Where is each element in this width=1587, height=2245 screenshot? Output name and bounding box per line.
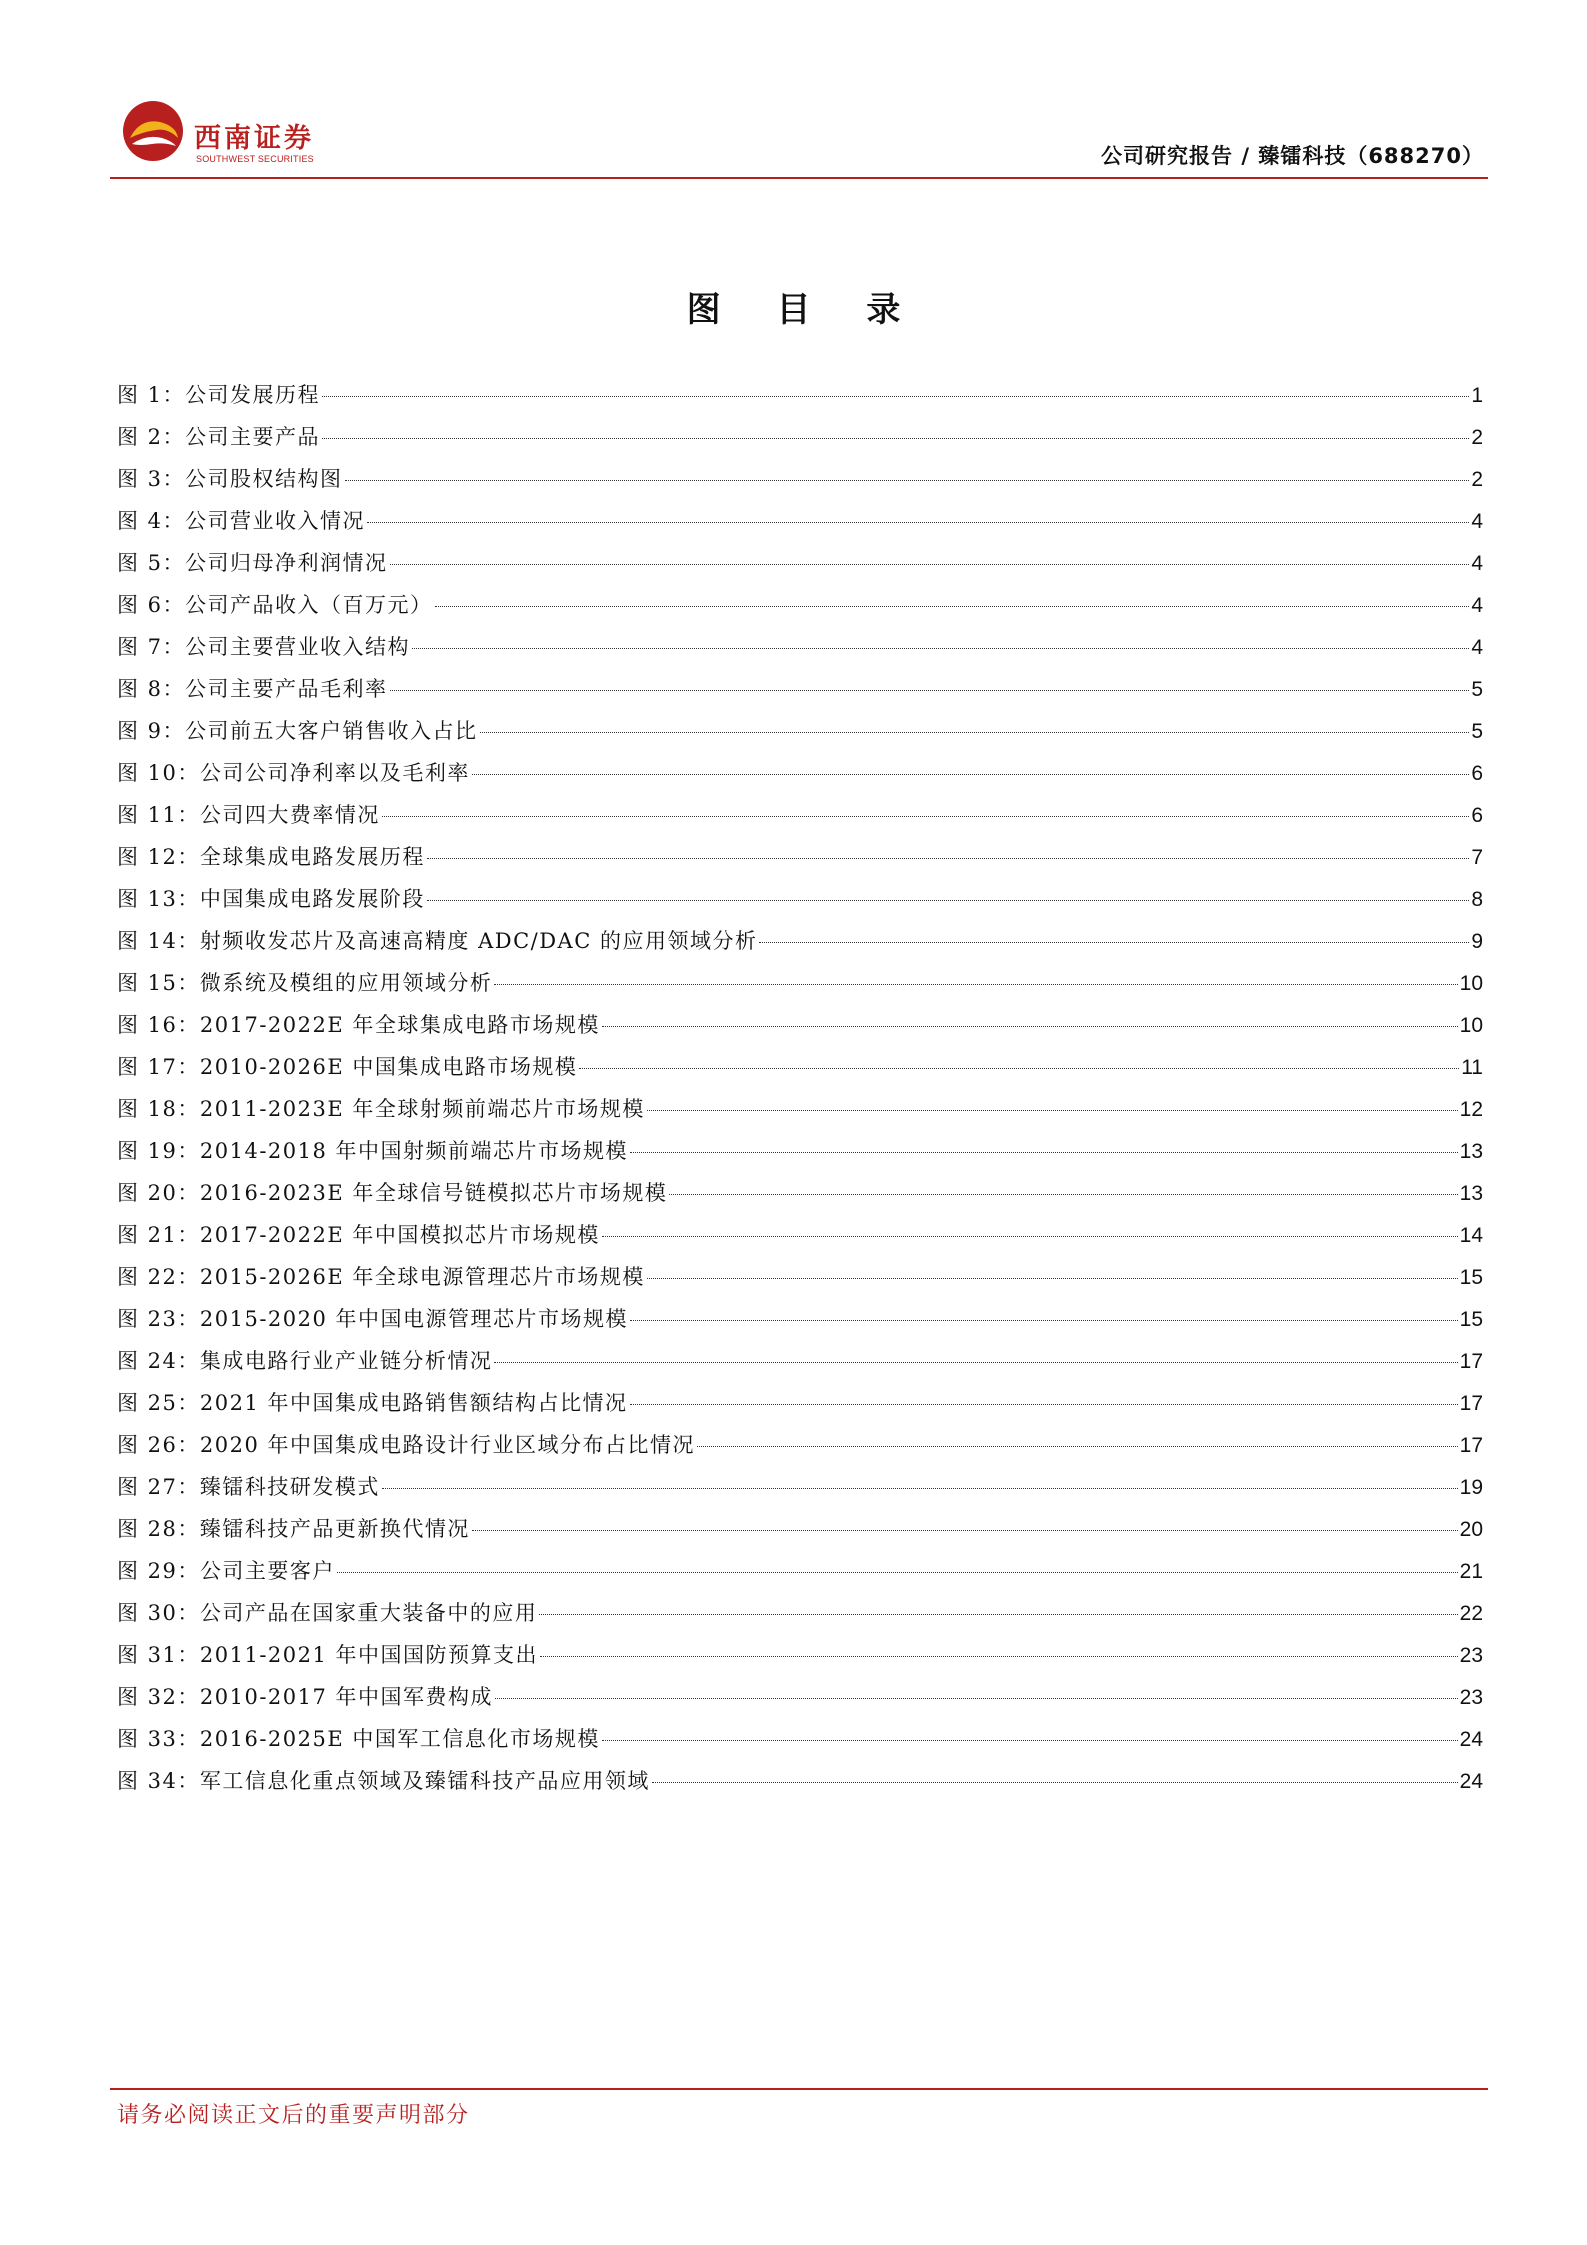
toc-entry[interactable] [117,1508,1483,1550]
toc-leader-dots [322,396,1469,397]
toc-leader-dots [669,1194,1457,1195]
toc-entry-label[interactable]: 图 29：公司主要客户 [117,1559,335,1583]
toc-entry[interactable] [117,1424,1483,1466]
toc-entry[interactable] [117,1046,1483,1088]
toc-entry[interactable] [117,1298,1483,1340]
report-title: 公司研究报告 / 臻镭科技（688270） [1101,144,1484,168]
toc-entry-label[interactable]: 图 3：公司股权结构图 [117,467,343,491]
toc-entry[interactable] [117,1466,1483,1508]
toc-entry-label[interactable]: 图 31：2011-2021 年中国国防预算支出 [117,1643,539,1667]
toc-entry-page[interactable]: 7 [1471,846,1483,869]
toc-entry-page[interactable]: 19 [1459,1476,1483,1499]
toc-entry-label[interactable]: 图 27：臻镭科技研发模式 [117,1475,380,1499]
toc-entry-label[interactable]: 图 22：2015-2026E 年全球电源管理芯片市场规模 [117,1265,645,1289]
toc-entry[interactable] [117,1172,1483,1214]
toc-entry[interactable] [117,668,1483,710]
toc-entry-page[interactable]: 24 [1459,1770,1483,1793]
toc-entry-page[interactable]: 5 [1471,678,1483,701]
toc-leader-dots [494,1362,1457,1363]
toc-entry-page[interactable]: 1 [1471,384,1483,407]
toc-entry[interactable] [117,374,1483,416]
toc-leader-dots [494,984,1457,985]
toc-leader-dots [390,690,1470,691]
toc-entry-label[interactable]: 图 21：2017-2022E 年中国模拟芯片市场规模 [117,1223,600,1247]
toc-entry[interactable] [117,1592,1483,1634]
toc-entry[interactable] [117,1088,1483,1130]
toc-leader-dots [539,1614,1457,1615]
logo-emblem-icon [120,98,186,164]
toc-leader-dots [602,1026,1458,1027]
toc-entry-page[interactable]: 15 [1459,1266,1483,1289]
toc-entry-label[interactable]: 图 18：2011-2023E 年全球射频前端芯片市场规模 [117,1097,645,1121]
toc-entry-page[interactable]: 10 [1459,1014,1483,1037]
toc-leader-dots [630,1152,1458,1153]
toc-entry-page[interactable]: 6 [1471,762,1483,785]
toc-leader-dots [697,1446,1458,1447]
toc-leader-dots [602,1236,1458,1237]
toc-entry[interactable] [117,752,1483,794]
toc-entry[interactable] [117,1256,1483,1298]
page-title: 图 目 录 [686,290,923,330]
toc-entry-label[interactable]: 图 32：2010-2017 年中国军费构成 [117,1685,494,1709]
toc-leader-dots [472,1530,1458,1531]
toc-leader-dots [345,480,1470,481]
toc-entry-label[interactable]: 图 5：公司归母净利润情况 [117,551,388,575]
toc-entry[interactable] [117,542,1483,584]
toc-entry-page[interactable]: 17 [1459,1350,1483,1373]
toc-entry-label[interactable]: 图 20：2016-2023E 年全球信号链模拟芯片市场规模 [117,1181,668,1205]
toc-entry-page[interactable]: 20 [1459,1518,1483,1541]
toc-entry[interactable] [117,836,1483,878]
toc-entry-page[interactable]: 22 [1459,1602,1483,1625]
toc-entry-label[interactable]: 图 8：公司主要产品毛利率 [117,677,388,701]
toc-leader-dots [322,438,1469,439]
toc-leader-dots [382,1488,1458,1489]
toc-entry-page[interactable]: 2 [1471,468,1483,491]
toc-entry-page[interactable]: 4 [1471,552,1483,575]
toc-leader-dots [382,816,1469,817]
toc-leader-dots [647,1110,1458,1111]
toc-entry-page[interactable]: 12 [1459,1098,1483,1121]
toc-entry[interactable] [117,626,1483,668]
toc-entry-label[interactable]: 图 15：微系统及模组的应用领域分析 [117,971,493,995]
logo-text: 西南证券 [194,123,314,154]
toc-entry-label[interactable]: 图 23：2015-2020 年中国电源管理芯片市场规模 [117,1307,629,1331]
toc-entry[interactable] [117,1676,1483,1718]
toc-leader-dots [630,1320,1458,1321]
toc-entry[interactable] [117,794,1483,836]
toc-leader-dots [602,1740,1458,1741]
toc-entry-page[interactable]: 4 [1471,636,1483,659]
toc-entry-page[interactable]: 14 [1459,1224,1483,1247]
toc-entry-label[interactable]: 图 13：中国集成电路发展阶段 [117,887,425,911]
toc-entry[interactable] [117,1340,1483,1382]
toc-leader-dots [540,1656,1458,1657]
toc-leader-dots [480,732,1470,733]
toc-entry-page[interactable]: 9 [1471,930,1483,953]
toc-entry[interactable] [117,584,1483,626]
footer-disclaimer: 请务必阅读正文后的重要声明部分 [117,2103,470,2128]
toc-entry-label[interactable]: 图 4：公司营业收入情况 [117,509,366,533]
toc-leader-dots [390,564,1470,565]
page-header [110,90,1488,176]
toc-leader-dots [495,1698,1458,1699]
toc-leader-dots [427,858,1469,859]
toc-entry-page[interactable]: 11 [1461,1056,1483,1079]
toc-entry[interactable] [117,500,1483,542]
toc-entry[interactable] [117,1718,1483,1760]
toc-entry-page[interactable]: 15 [1459,1308,1483,1331]
toc-entry-label[interactable]: 图 10：公司公司净利率以及毛利率 [117,761,470,785]
toc-entry[interactable] [117,416,1483,458]
toc-entry-page[interactable]: 4 [1471,594,1483,617]
toc-leader-dots [427,900,1469,901]
toc-entry-page[interactable]: 10 [1459,972,1483,995]
toc-entry-page[interactable]: 23 [1459,1644,1483,1667]
toc-entry-label[interactable]: 图 1：公司发展历程 [117,383,321,407]
toc-entry[interactable] [117,878,1483,920]
toc-entry-label[interactable]: 图 12：全球集成电路发展历程 [117,845,425,869]
toc-entry-label[interactable]: 图 14：射频收发芯片及高速高精度 ADC/DAC 的应用领域分析 [117,929,758,953]
toc-entry-label[interactable]: 图 34：军工信息化重点领域及臻镭科技产品应用领域 [117,1769,650,1793]
toc-entry[interactable] [117,1382,1483,1424]
figure-toc [117,374,1483,1802]
toc-entry-page[interactable]: 17 [1459,1392,1483,1415]
header-divider [110,177,1488,179]
toc-entry-label[interactable]: 图 28：臻镭科技产品更新换代情况 [117,1517,470,1541]
toc-entry-label[interactable]: 图 2：公司主要产品 [117,425,321,449]
toc-entry-page[interactable]: 6 [1471,804,1483,827]
toc-entry-label[interactable]: 图 30：公司产品在国家重大装备中的应用 [117,1601,538,1625]
toc-entry-label[interactable]: 图 17：2010-2026E 中国集成电路市场规模 [117,1055,578,1079]
toc-entry-page[interactable]: 17 [1459,1434,1483,1457]
toc-leader-dots [367,522,1469,523]
toc-entry-page[interactable]: 24 [1459,1728,1483,1751]
toc-entry-label[interactable]: 图 11：公司四大费率情况 [117,803,380,827]
toc-leader-dots [435,606,1470,607]
toc-entry-page[interactable]: 4 [1471,510,1483,533]
toc-entry-label[interactable]: 图 9：公司前五大客户销售收入占比 [117,719,478,743]
logo-english-text: SOUTHWEST SECURITIES [196,154,314,164]
toc-entry-page[interactable]: 21 [1459,1560,1483,1583]
toc-entry-label[interactable]: 图 25：2021 年中国集成电路销售额结构占比情况 [117,1391,628,1415]
toc-leader-dots [647,1278,1458,1279]
toc-leader-dots [472,774,1469,775]
toc-leader-dots [337,1572,1458,1573]
toc-entry-label[interactable]: 图 16：2017-2022E 年全球集成电路市场规模 [117,1013,600,1037]
toc-entry[interactable] [117,1760,1483,1802]
toc-leader-dots [652,1782,1458,1783]
toc-entry-page[interactable]: 23 [1459,1686,1483,1709]
company-logo [120,98,340,168]
toc-entry[interactable] [117,1214,1483,1256]
toc-entry[interactable] [117,1550,1483,1592]
toc-entry-label[interactable]: 图 24：集成电路行业产业链分析情况 [117,1349,493,1373]
toc-leader-dots [579,1068,1459,1069]
toc-leader-dots [759,942,1469,943]
toc-entry-page[interactable]: 8 [1471,888,1483,911]
toc-entry[interactable] [117,1130,1483,1172]
footer-divider [110,2088,1488,2090]
toc-entry-label[interactable]: 图 26：2020 年中国集成电路设计行业区域分布占比情况 [117,1433,696,1457]
toc-entry[interactable] [117,962,1483,1004]
toc-entry-page[interactable]: 13 [1459,1140,1483,1163]
toc-entry-label[interactable]: 图 33：2016-2025E 中国军工信息化市场规模 [117,1727,600,1751]
toc-entry[interactable] [117,1634,1483,1676]
toc-entry[interactable] [117,458,1483,500]
toc-entry[interactable] [117,1004,1483,1046]
toc-entry-label[interactable]: 图 19：2014-2018 年中国射频前端芯片市场规模 [117,1139,629,1163]
toc-entry-page[interactable]: 13 [1459,1182,1483,1205]
toc-entry[interactable] [117,710,1483,752]
toc-entry[interactable] [117,920,1483,962]
toc-entry-label[interactable]: 图 6：公司产品收入（百万元） [117,593,433,617]
toc-entry-page[interactable]: 5 [1471,720,1483,743]
toc-entry-label[interactable]: 图 7：公司主要营业收入结构 [117,635,411,659]
toc-leader-dots [630,1404,1458,1405]
toc-leader-dots [412,648,1469,649]
toc-entry-page[interactable]: 2 [1471,426,1483,449]
